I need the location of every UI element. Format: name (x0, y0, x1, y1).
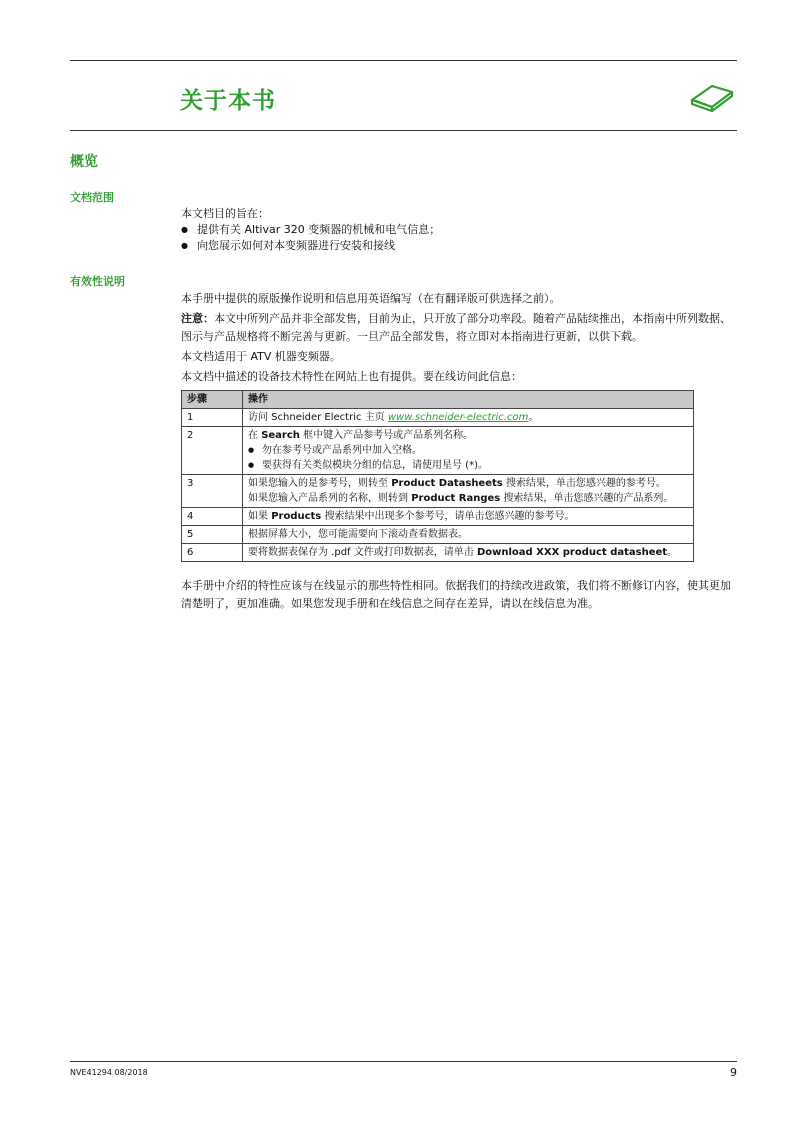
column-header-action: 操作 (243, 391, 694, 409)
validity-applicability: 本文档适用于 ATV 机器变频器。 (181, 350, 341, 363)
closing-paragraph: 本手册中介绍的特性应该与在线显示的那些特性相同。依据我们的持续改进政策，我们将不断修订内容，使其更加清楚明了，更加准确。如果您发现手册和在线信息之间存在差异，请以在线信息为准。 (181, 579, 731, 610)
list-item: ● 要获得有关类似模块分组的信息，请使用星号 (*)。 (248, 458, 688, 473)
step-action (243, 544, 694, 562)
step-bullet-list (248, 443, 688, 473)
note-label: 注意： (181, 312, 214, 325)
action-text: 如果您输入的是参考号，则转至 (248, 478, 392, 489)
footer-rule (70, 1061, 737, 1062)
scope-body (181, 206, 737, 254)
action-text: 如果您输入产品系列的名称，则转到 (248, 493, 412, 504)
table-header-row (182, 391, 694, 409)
action-text: 如果 (248, 511, 272, 522)
scope-intro: 本文档目的旨在： (181, 207, 269, 220)
table-row (182, 526, 694, 544)
action-bold: Products (271, 511, 322, 522)
scope-bullet-list (181, 222, 737, 254)
list-item: ● 勿在参考号或产品系列中加入空格。 (248, 443, 688, 458)
table-row (182, 508, 694, 526)
page-title: 关于本书 (180, 88, 276, 114)
step-number: 2 (182, 427, 243, 475)
step-action (243, 475, 694, 508)
step-number: 5 (182, 526, 243, 544)
title-rule (70, 130, 737, 131)
action-text: 访问 Schneider Electric 主页 (248, 412, 388, 423)
validity-online-info: 本文档中描述的设备技术特性在网站上也有提供。要在线访问此信息： (181, 370, 522, 383)
step-number: 1 (182, 409, 243, 427)
section-scope-heading: 文档范围 (70, 191, 114, 204)
action-text: 搜索结果中出现多个参考号，请单击您感兴趣的参考号。 (321, 511, 575, 522)
list-item: ● 向您展示如何对本变频器进行安装和接线 (181, 238, 737, 254)
action-bold: Product Ranges (411, 493, 501, 504)
action-text: 在 (248, 430, 262, 441)
validity-body (181, 290, 737, 386)
table-row (182, 409, 694, 427)
book-icon (688, 74, 736, 114)
action-text: 要将数据表保存为 .pdf 文件或打印数据表，请单击 (248, 547, 477, 558)
section-validity-heading: 有效性说明 (70, 275, 125, 288)
action-text: 搜索结果，单击您感兴趣的产品系列。 (500, 493, 674, 504)
top-rule (70, 60, 737, 61)
table-row (182, 475, 694, 508)
note-text: 本文中所列产品并非全部发售，目前为止，只开放了部分功率段。随着产品陆续推出，本指南中所列数据、图示与产品规格将不断完善与更新。一旦产品全部发售，将立即对本指南进行更新，以供下载。 (181, 312, 731, 343)
validity-paragraph: 本手册中提供的原版操作说明和信息用英语编写（在有翻译版可供选择之前）。 (181, 292, 561, 305)
website-link[interactable]: www.schneider-electric.com (387, 412, 529, 423)
table-row (182, 544, 694, 562)
step-number: 3 (182, 475, 243, 508)
step-number: 6 (182, 544, 243, 562)
page-number: 9 (730, 1066, 737, 1079)
action-text: 搜索结果，单击您感兴趣的参考号。 (502, 478, 666, 489)
closing-body (181, 577, 737, 613)
column-header-step: 步骤 (182, 391, 243, 409)
action-bold: Product Datasheets (391, 478, 503, 489)
action-text: 。 (528, 412, 539, 423)
step-action: 根据屏幕大小，您可能需要向下滚动查看数据表。 (243, 526, 694, 544)
action-bold: Search (261, 430, 300, 441)
step-action (243, 427, 694, 475)
step-number: 4 (182, 508, 243, 526)
section-overview-heading: 概览 (70, 154, 98, 170)
table-row (182, 427, 694, 475)
action-text: 。 (667, 547, 678, 558)
footer-doc-ref: NVE41294 08/2018 (70, 1068, 148, 1077)
action-bold: Download XXX product datasheet (476, 547, 668, 558)
step-action (243, 409, 694, 427)
step-action (243, 508, 694, 526)
action-text: 框中键入产品参考号或产品系列名称。 (299, 430, 474, 441)
validity-note (181, 310, 737, 346)
list-item: ● 提供有关 Altivar 320 变频器的机械和电气信息； (181, 222, 737, 238)
steps-table (181, 390, 694, 562)
